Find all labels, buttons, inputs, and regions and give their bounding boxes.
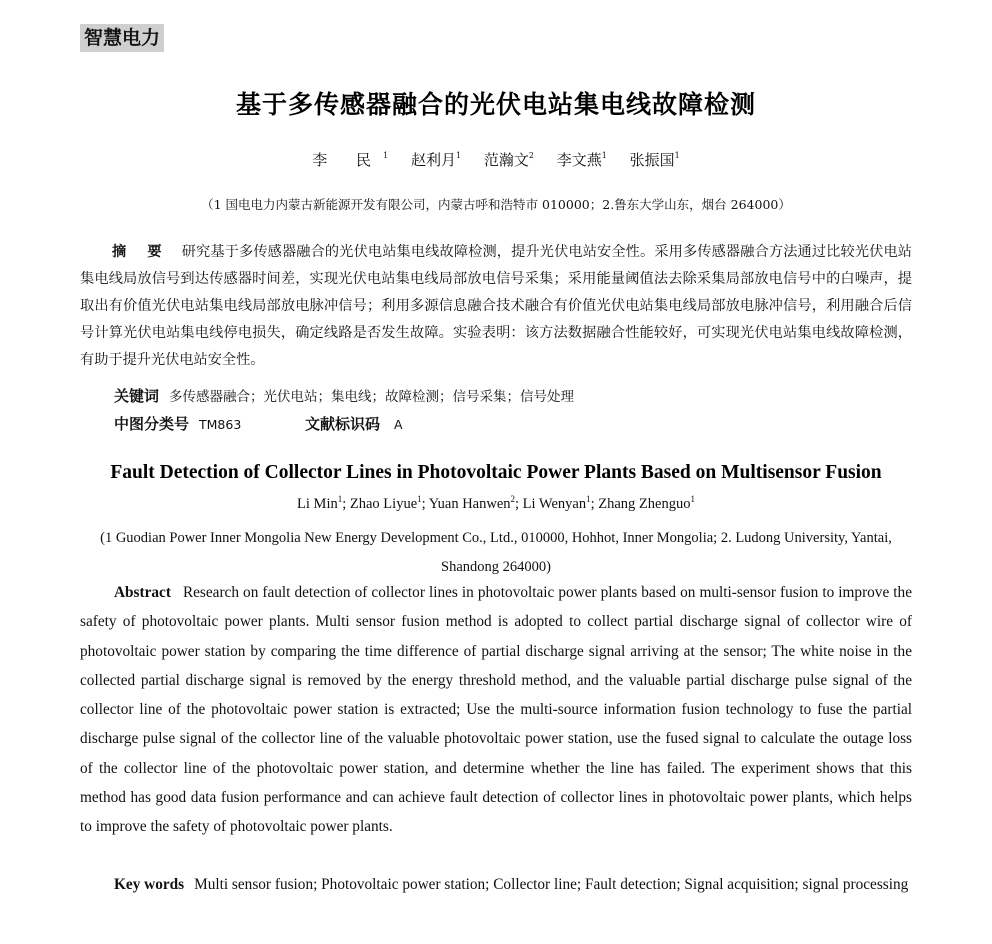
column-tag: 智慧电力 [80, 24, 164, 52]
clc-label: 中图分类号 [114, 415, 190, 433]
english-affiliation: (1 Guodian Power Inner Mongolia New Energy Development Co., Ltd., 010000, Hohhot, Inner Mongolia; 2. Ludong University, Yantai, Shandong 264000) [100, 530, 892, 575]
chinese-abstract [80, 239, 912, 374]
english-title: Fault Detection of Collector Lines in Photovoltaic Power Plants Based on Multisensor Fusion [110, 462, 882, 483]
chinese-author: 赵利月$^1$ [410, 151, 462, 169]
english-keywords [80, 870, 912, 899]
english-author: Li Wenyan$^1$; [522, 494, 599, 512]
chinese-author: 李 民$^1$ [312, 151, 389, 169]
english-keywords-text: Multi sensor fusion; Photovoltaic power station; Collector line; Fault detection; Signal acquisition; signal processing [194, 876, 909, 893]
english-author: Li Min$^1$; [297, 494, 350, 512]
chinese-authors [0, 149, 992, 170]
english-abstract-label: Abstract [114, 584, 171, 601]
chinese-author: 李文燕$^1$ [556, 151, 607, 169]
chinese-abstract-label: 摘 要 [112, 244, 170, 260]
classification-line [114, 413, 914, 434]
english-keywords-label: Key words [114, 876, 185, 893]
english-author: Yuan Hanwen$^2$; [428, 494, 523, 512]
chinese-keywords-text: 多传感器融合；光伏电站；集电线；故障检测；信号采集；信号处理 [169, 389, 575, 405]
chinese-author: 范瀚文$^2$ [483, 151, 534, 169]
chinese-affiliation: （1 国电电力内蒙古新能源开发有限公司，内蒙古呼和浩特市 010000；2.鲁东大学山东，烟台 264000） [201, 197, 791, 212]
clc-value: TM863 [199, 417, 242, 432]
chinese-keywords [114, 385, 914, 406]
chinese-abstract-text: 研究基于多传感器融合的光伏电站集电线故障检测，提升光伏电站安全性。采用多传感器融合方法通过比较光伏电站集电线局放信号到达传感器时间差，实现光伏电站集电线局部放电信号采集；采用能量阈值法去除采集局部放电信号中的白噪声，提取出有价值光伏电站集电线局部放电脉冲信号；利用多源信息融合技术融合有价值光伏电站集电线局部放电脉冲信号，利用融合后信号计算光伏电站集电线停电损失，确定线路是否发生故障。实验表明：该方法数据融合性能较好，可实现光伏电站集电线故障检测，有助于提升光伏电站安全性。 [80, 244, 912, 368]
english-abstract-text: Research on fault detection of collector lines in photovoltaic power plants based on multi-sensor fusion to improve the safety of photovoltaic power plants. Multi sensor fusion method is adopted to collect partial discharge signal of collector wire of photovoltaic power station by comparing the time difference of partial discharge signal arriving at the sensor; The white noise in the collected partial discharge signal is removed by the energy threshold method, and the valuable partial discharge pulse signal of the collector line of the photovoltaic power station is extracted; Use the multi-source information fusion technology to fuse the partial discharge pulse signal of the collector line of the valuable photovoltaic power station, use the fused signal to calculate the outage loss of the collector line of the photovoltaic power station, and determine whether the line has failed. The experiment shows that this method has good data fusion performance and can achieve fault detection of collector lines in photovoltaic power plants, which helps to improve the safety of photovoltaic power plants. [80, 584, 912, 836]
english-author: Zhang Zhenguo$^1$ [598, 494, 695, 512]
chinese-keywords-label: 关键词 [114, 387, 160, 405]
english-abstract [80, 578, 912, 842]
english-authors [0, 494, 992, 513]
doc-code-label: 文献标识码 [305, 415, 381, 433]
chinese-author: 张振国$^1$ [629, 151, 680, 169]
english-author: Zhao Liyue$^1$; [349, 494, 429, 512]
doc-code-value: A [394, 417, 403, 432]
chinese-title: 基于多传感器融合的光伏电站集电线故障检测 [235, 90, 756, 119]
